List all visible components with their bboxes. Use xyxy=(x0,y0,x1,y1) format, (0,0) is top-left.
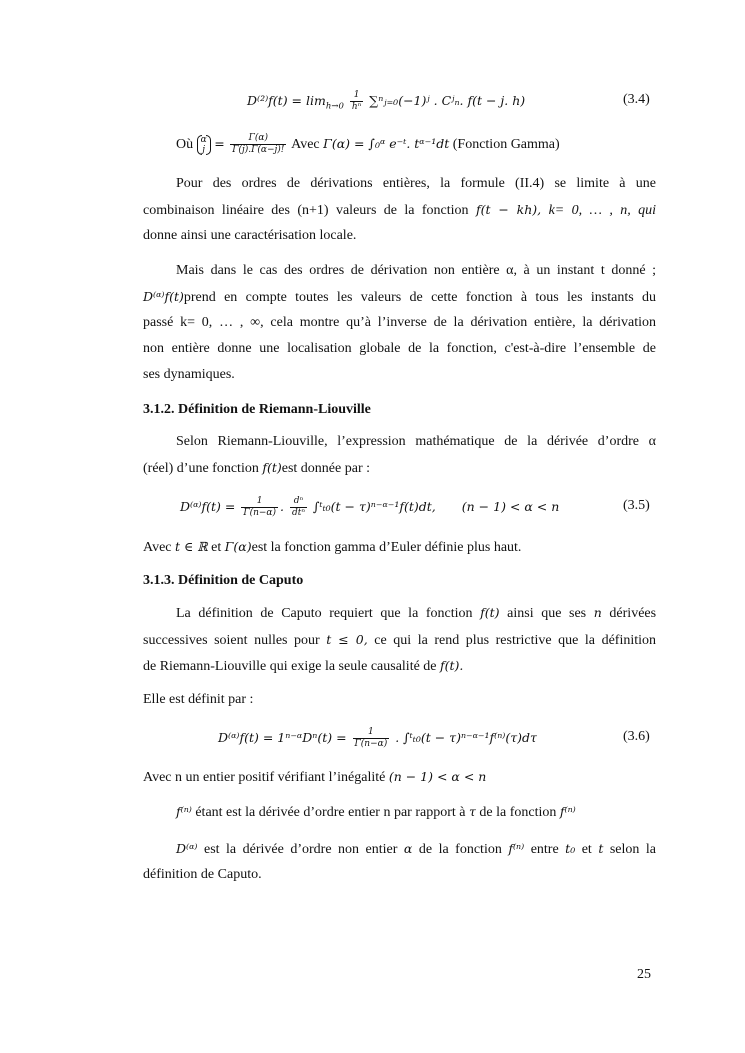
s312-after-math1: t ∈ ℝ xyxy=(175,539,208,554)
eq35-frac1-den: Γ(n−α) xyxy=(243,508,277,518)
s313-d-c: entre xyxy=(530,842,559,857)
s312-after-math2: Γ(α) xyxy=(224,539,252,554)
gamma-suffix: (Fonction Gamma) xyxy=(452,137,560,152)
eq34-frac-den: hⁿ xyxy=(351,102,362,112)
s313-line1-a: La définition de Caputo requiert que la fonction xyxy=(176,606,473,621)
p2-line2-text: prend en compte toutes les valeurs de cette fonction à tous les instants du xyxy=(183,290,656,305)
section313-avec-line xyxy=(143,768,656,787)
equation-3-5: D⁽ᵅ⁾f(t) = $\frac{1}{\Gamma(n-\alpha)}$ . $\frac{\text{dⁿ}}{\text{dtⁿ}}$ ∫ᵗₜ₀(t − τ)ⁿ⁻ᵅ⁻¹f(t)dt, (n − 1) < α < n xyxy=(180,496,560,518)
eq35-lhs: D⁽ᵅ⁾f(t) = xyxy=(180,499,236,514)
s313-d-math3: f⁽ⁿ⁾ xyxy=(508,841,525,856)
s313-fn-math3: f⁽ⁿ⁾ xyxy=(559,804,576,819)
s312-line2-math: f(t) xyxy=(262,460,282,475)
s312-after-a: Avec xyxy=(143,540,172,555)
s312-after-c: est la fonction gamma d’Euler définie plus haut. xyxy=(251,540,522,555)
gamma-function: Γ(α) = ∫₀ᵅ e⁻ᵗ. tᵅ⁻¹dt xyxy=(323,136,450,151)
eq34-rhs: ∑ⁿⱼ₌₀(−1)ʲ . Cʲₙ. f(t − j. h) xyxy=(369,93,526,108)
binomial-coefficient xyxy=(197,135,211,155)
s313-line1-math2: n xyxy=(593,605,602,620)
paragraph2-line1: Mais dans le cas des ordres de dérivation non entière α, à un instant t donné ; xyxy=(176,263,656,278)
s313-line2-math: t ≤ 0, xyxy=(326,632,368,647)
section-heading-313: 3.1.3. Définition de Caputo xyxy=(143,573,304,588)
s313-line2-a: successives soient nulles pour xyxy=(143,633,320,648)
eq35-frac2-num: dⁿ xyxy=(290,496,307,508)
s313-d-a: est la dérivée d’ordre non entier xyxy=(203,842,398,857)
s313-d-math1: D⁽ᵅ⁾ xyxy=(176,841,198,856)
s313-line3-a: de Riemann-Liouville qui exige la seule causalité de xyxy=(143,659,437,674)
p1-line2-b: k= 0, … , n, qui xyxy=(548,203,657,218)
section313-line3 xyxy=(143,657,656,676)
page-number: 25 xyxy=(637,967,651,982)
s313-avec-a: Avec n un entier positif vérifiant l’inégalité xyxy=(143,770,386,785)
paragraph2-line3: passé k= 0, … , ∞, cela montre qu’à l’inverse de la dérivation entière, la dérivation xyxy=(143,315,656,330)
s313-d-math4: t₀ xyxy=(565,841,576,856)
eq35-fraction-2 xyxy=(290,496,307,519)
paragraph1-line1: Pour des ordres de dérivations entières, la formule (II.4) se limite à une xyxy=(176,176,656,191)
p1-line2-math: f(t − kh), xyxy=(475,202,542,217)
section313-line1 xyxy=(176,604,656,623)
s313-line3-math: f(t). xyxy=(440,658,464,673)
eq35-condition: (n − 1) < α < n xyxy=(461,499,560,514)
eq36-frac-den: Γ(n−α) xyxy=(354,739,388,749)
s313-d-math2: α xyxy=(403,841,413,856)
eq35-rhs: ∫ᵗₜ₀(t − τ)ⁿ⁻ᵅ⁻¹f(t)dt, xyxy=(312,499,436,514)
gamma-avec: Avec xyxy=(291,137,320,152)
paragraph1-line3: donne ainsi une caractérisation locale. xyxy=(143,228,357,243)
s313-d-math5: t xyxy=(598,841,604,856)
s313-fn-b: de la fonction xyxy=(479,805,557,820)
s313-d-e: selon la xyxy=(609,842,657,857)
s313-fn-a: étant est la dérivée d’ordre entier n par rapport à xyxy=(195,805,466,820)
eq36-fraction xyxy=(353,727,390,750)
p2-line2-math: D⁽ᵅ⁾f(t) xyxy=(143,289,184,304)
s313-d-b: de la fonction xyxy=(418,842,502,857)
eq34-frac-num: 1 xyxy=(350,90,363,102)
section313-line2 xyxy=(143,631,656,650)
equation-3-4 xyxy=(247,90,525,117)
section312-after-eq xyxy=(143,538,656,557)
gamma-eq-sign: = xyxy=(214,136,225,151)
gamma-fraction xyxy=(230,133,286,156)
eq34-lhs: D⁽²⁾f(t) = lim xyxy=(247,93,326,108)
eq34-fraction xyxy=(350,90,363,113)
eq36-frac-num: 1 xyxy=(353,727,390,739)
gamma-frac-num: Γ(α) xyxy=(230,133,286,145)
eq35-frac2-den: dtⁿ xyxy=(291,508,305,518)
eq36-rhs: . ∫ᵗₜ₀(t − τ)ⁿ⁻ᵅ⁻¹f⁽ⁿ⁾(τ)dτ xyxy=(395,730,537,745)
paragraph2-line2 xyxy=(143,288,656,307)
binom-bottom: j xyxy=(202,144,206,155)
section-heading-312: 3.1.2. Définition de Riemann-Liouville xyxy=(143,402,371,417)
s313-line2-b: ce qui la rend plus restrictive que la définition xyxy=(374,633,656,648)
binom-top: α xyxy=(200,134,207,145)
s313-line1-b: ainsi que ses xyxy=(507,606,587,621)
paragraph2-line4: non entière donne une localisation globale de la fonction, c'est-à-dire l’ensemble de xyxy=(143,341,656,356)
equation-number-3-6: (3.6) xyxy=(623,729,650,744)
section313-d-line2: définition de Caputo. xyxy=(143,867,262,882)
eq35-frac1-num: 1 xyxy=(241,496,278,508)
section312-line2 xyxy=(143,459,656,478)
section313-line4: Elle est définit par : xyxy=(143,692,254,707)
s313-fn-math2: τ xyxy=(469,804,476,819)
s312-line2-a: (réel) d’une fonction xyxy=(143,461,259,476)
eq34-lim-sub: h→0 xyxy=(325,101,344,112)
gamma-prefix: Où xyxy=(176,137,194,152)
s313-line1-c: dérivées xyxy=(609,606,657,621)
s313-d-d: et xyxy=(581,842,592,857)
gamma-definition xyxy=(176,133,656,156)
section312-line1: Selon Riemann-Liouville, l’expression mathématique de la dérivée d’ordre α xyxy=(176,434,656,449)
gamma-frac-den: Γ(j).Γ(α−j)! xyxy=(232,145,285,156)
paragraph2-line5: ses dynamiques. xyxy=(143,367,235,382)
s313-avec-math: (n − 1) < α < n xyxy=(388,769,487,784)
s312-line2-b: est donnée par : xyxy=(281,461,370,476)
p1-line2-a: combinaison linéaire des (n+1) valeurs de la fonction xyxy=(143,203,469,218)
section313-fn-line xyxy=(176,803,656,822)
equation-number-3-5: (3.5) xyxy=(623,498,650,513)
s313-fn-math1: f⁽ⁿ⁾ xyxy=(176,804,192,819)
equation-3-6 xyxy=(218,727,537,750)
eq35-fraction-1 xyxy=(241,496,278,519)
eq36-lhs: D⁽ᵅ⁾f(t) = 1ⁿ⁻ᵅDⁿ(t) = xyxy=(218,730,347,745)
paragraph1-line2 xyxy=(143,201,656,220)
s312-after-b: et xyxy=(211,540,222,555)
equation-number-3-4: (3.4) xyxy=(623,92,650,107)
section313-d-line xyxy=(176,840,656,859)
s313-line1-math1: f(t) xyxy=(480,605,500,620)
